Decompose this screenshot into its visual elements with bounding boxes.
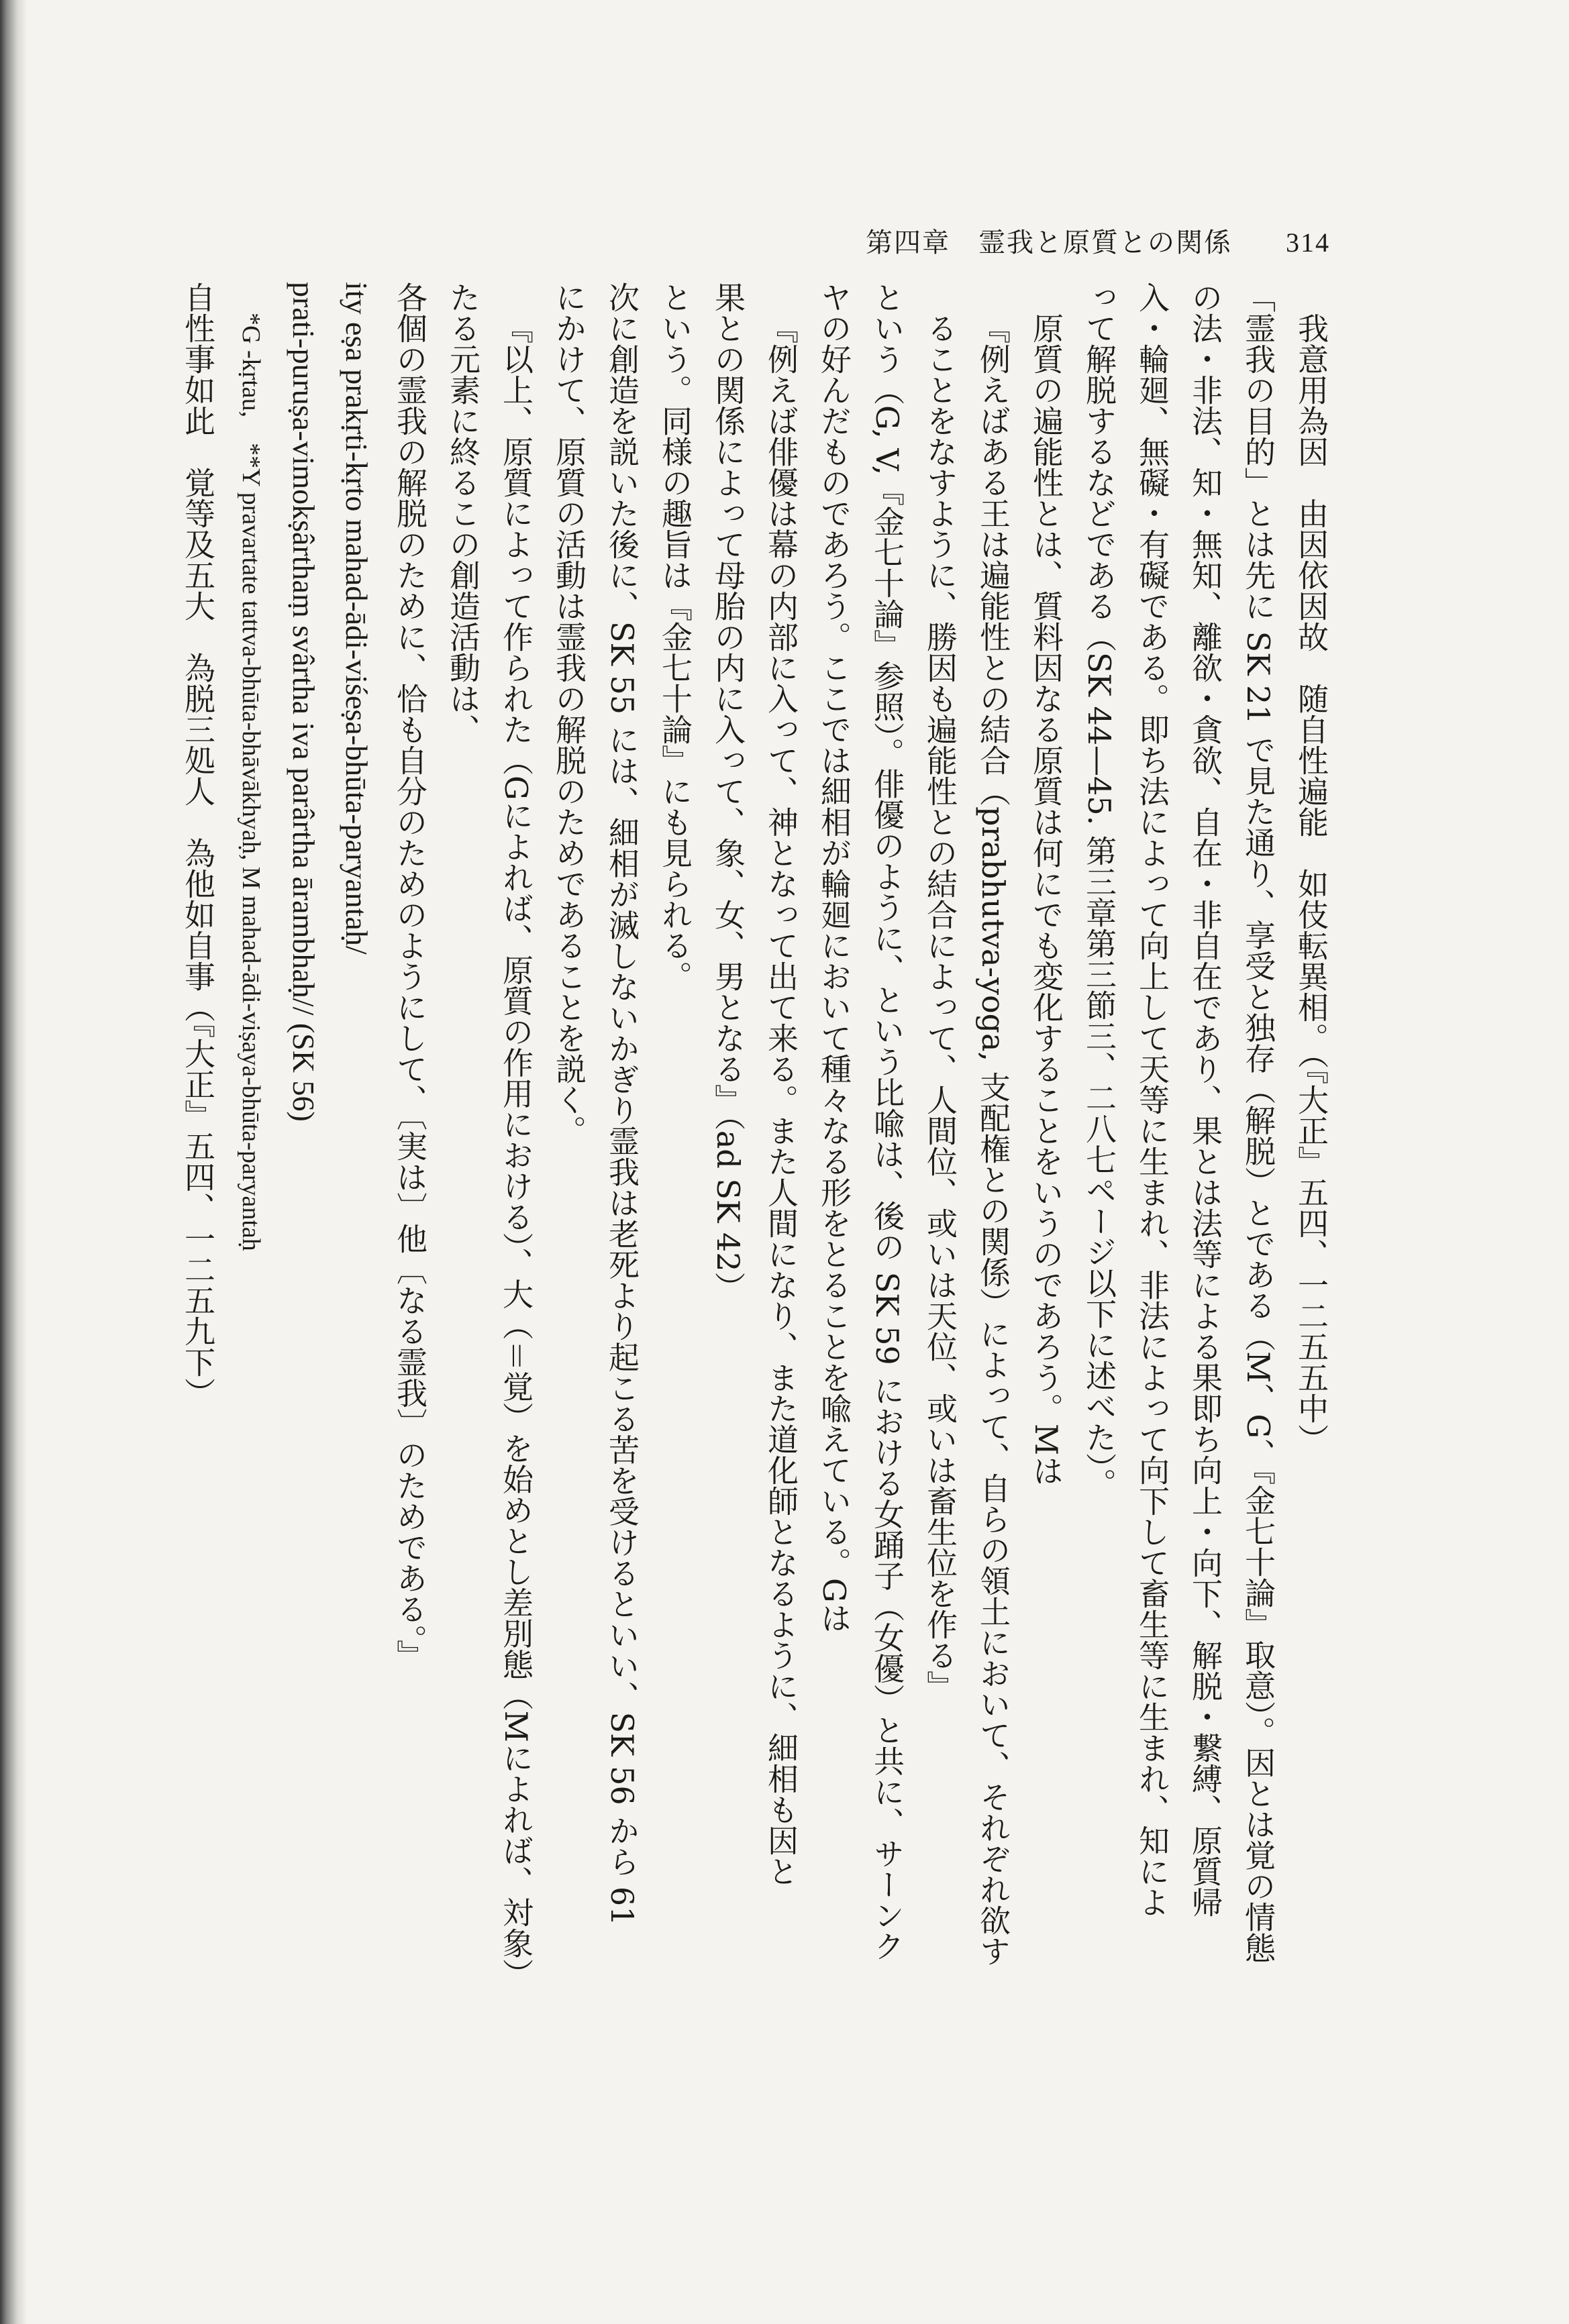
text-line: 次に創造を説いた後に、SK 55 には、細相が滅しないかぎり霊我は老死より起こる苦を受けるといい、SK 56 から 61 [604, 282, 640, 1926]
text-line: 入・輪廻、無礙・有礙である。即ち法によって向上して天等に生まれ、非法によって向下して畜生等に生まれ、知によ [1134, 282, 1170, 1917]
page-scan-edge [0, 0, 27, 2324]
text-line: にかけて、原質の活動は霊我の解脱のためであることを説く。 [551, 282, 587, 1146]
text-line: の法・非法、知・無知、離欲・貪欲、自在・非自在であり、果とは法等による果即ち向上・向下、解脱・繋縛、原質帰 [1187, 282, 1223, 1917]
vertical-body-text [171, 282, 1337, 2093]
text-line: 『以上、原質によって作られた（Gによれば、原質の作用における）、大（＝覚）を始めとし差別態（Mによれば、対象） [498, 313, 534, 1989]
text-line: という（G, V,『金七十論』参照）。俳優のように、という比喩は、後の SK 59 における女踊子（女優）と共に、サーンク [869, 282, 905, 1962]
text-line: ヤの好んだものであろう。ここでは細相が輪廻において種々なる形をとることを喩えている。Gは [816, 282, 852, 1634]
running-header [866, 221, 1330, 260]
text-line: 原質の遍能性とは、質料因なる原質は何にでも変化することをいうのであろう。Mは [1028, 313, 1064, 1487]
variant-reading-note: *G -kṛtau, **Y pravartate tattva-bhūta-bhāvākhyaḥ, M mahad-ādi-viṣaya-bhūta-paryantaḥ [237, 313, 265, 1251]
text-line: 我意用為因 由因依因故 随自性遍能 如伎転異相。（『大正』五四、一二五五中） [1293, 313, 1329, 1455]
chinese-verse-line: 自性事如此 覚等及五大 為脱三処人 為他如自事（『大正』五四、一二五九下） [180, 282, 216, 1408]
text-line: 『例えば俳優は幕の内部に入って、神となって出て来る。また人間になり、また道化師となるように、細相も因と [763, 313, 799, 1887]
text-line: たる元素に終るこの創造活動は、 [445, 282, 481, 745]
text-line: 各個の霊我の解脱のために、恰も自分のためのようにして、〔実は〕他〔なる霊我〕のためである。』 [392, 282, 428, 1671]
text-line: 「霊我の目的」とは先に SK 21 で見た通り、享受と独存（解脱）とである（M、G、『金七十論』取意）。因とは覚の情態 [1240, 282, 1276, 1964]
chapter-title: 第四章 霊我と原質との関係 [866, 227, 1232, 258]
page-number: 314 [1286, 227, 1330, 258]
text-line: 果との関係によって母胎の内に入って、象、女、男となる』（ad SK 42） [710, 282, 746, 1303]
sanskrit-line: ity eṣa prakṛti-kṛto mahad-ādi-viśeṣa-bhūta-paryantaḥ/ [340, 282, 374, 955]
sanskrit-line: prati-puruṣa-vimokṣârthaṃ svârtha iva parârtha ārambhaḥ// (SK 56) [287, 282, 321, 1122]
text-line: って解脱するなどである（SK 44—45. 第三章第三節三、二八七ページ以下に述べた）。 [1081, 282, 1117, 1499]
text-line: という。同様の趣旨は『金七十論』にも見られる。 [657, 282, 693, 992]
text-line: 『例えばある王は遍能性との結合（prabhutva-yoga, 支配権との関係）によって、自らの領土において、それぞれ欲す [975, 313, 1011, 1966]
text-line: ることをなすように、勝因も遍能性との結合によって、人間位、或いは天位、或いは畜生位を作る』 [922, 313, 958, 1701]
